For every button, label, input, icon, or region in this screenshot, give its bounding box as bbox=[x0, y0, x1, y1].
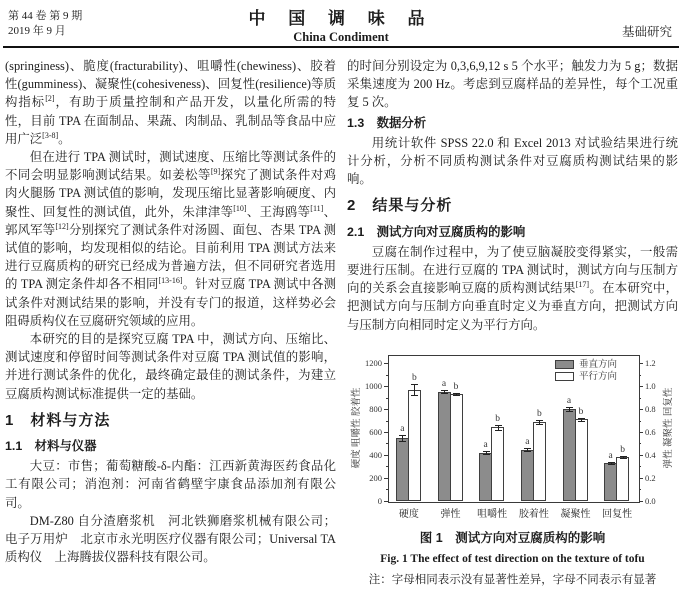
axis-tick-minor bbox=[386, 489, 388, 490]
paragraph: 本研究的目的是探究豆腐 TPA 中，测试方向、压缩比、测试速度和停留时间等测试条件对豆腐 TPA 测试值的影响，并进行测试条件的优化，最终确定最佳的测试条件，为建立豆腐质构测试标准提供一定的基础。 bbox=[5, 332, 336, 401]
axis-tick-major bbox=[384, 501, 388, 502]
citation-ref: [9] bbox=[210, 167, 221, 177]
axis-tick-minor bbox=[639, 375, 641, 376]
error-bar-cap bbox=[441, 393, 448, 394]
legend-swatch bbox=[555, 372, 574, 381]
category-label: 胶着性 bbox=[518, 508, 549, 520]
axis-tick-label: 1200 bbox=[365, 358, 382, 369]
axis-tick-label: 1000 bbox=[365, 381, 382, 392]
axis-tick-label: 0.2 bbox=[645, 472, 656, 483]
significance-letter: b bbox=[578, 406, 584, 417]
axis-tick-major bbox=[384, 455, 388, 456]
legend-label: 垂直方向 bbox=[579, 359, 618, 370]
error-bar-cap bbox=[483, 451, 490, 452]
bar-平行方向-胶着性 bbox=[533, 422, 546, 501]
significance-letter: a bbox=[400, 423, 405, 434]
error-bar-cap bbox=[399, 435, 406, 436]
figure-1 bbox=[347, 347, 678, 590]
citation-ref: [17] bbox=[575, 280, 590, 290]
legend-label: 平行方向 bbox=[579, 371, 618, 382]
paragraph: (springiness)、脆度(fracturability)、咀嚼性(chewiness)、胶着性(gumminess)、凝聚性(cohesiveness)、回复性(resilience)等质构指标[2]，有助于质量控制和产品开发，以量化所需的特性，目前 TPA 在面制品、果蔬、肉制品、乳制品等食品中应用广泛[3-8]。 bbox=[5, 59, 337, 146]
axis-tick-major bbox=[384, 478, 388, 479]
header-rule bbox=[3, 46, 679, 48]
error-bar-cap bbox=[441, 390, 448, 391]
category-label: 弹性 bbox=[440, 508, 461, 520]
axis-tick-minor bbox=[386, 443, 388, 444]
axis-tick-minor bbox=[639, 398, 641, 399]
right-column bbox=[347, 57, 678, 589]
journal-title-cn: 中 国 调 味 品 bbox=[248, 9, 434, 28]
significance-letter: a bbox=[525, 437, 530, 448]
axis-tick-label: 0.0 bbox=[645, 495, 656, 506]
axis-tick-label: 0.6 bbox=[645, 426, 656, 437]
significance-letter: b bbox=[411, 373, 417, 384]
section-heading: 2 结果与分析 bbox=[347, 197, 453, 215]
axis-tick-minor bbox=[639, 443, 641, 444]
citation-ref: [2] bbox=[45, 94, 55, 104]
page-header bbox=[0, 0, 682, 48]
axis-tick-major bbox=[384, 409, 388, 410]
section-heading: 1.3 数据分析 bbox=[347, 115, 427, 130]
significance-letter: b bbox=[453, 381, 459, 392]
axis-tick-minor bbox=[386, 375, 388, 376]
axis-tick-label: 600 bbox=[369, 426, 382, 437]
error-bar bbox=[414, 384, 415, 394]
bar-平行方向-硬度 bbox=[408, 390, 421, 501]
axis-tick-major bbox=[639, 363, 643, 364]
bar-chart bbox=[347, 347, 678, 525]
paragraph: 但在进行 TPA 测试时，测试速度、压缩比等测试条件的不同会明显影响测试结果。如姜松等[9]探究了测试条件对鸡肉火腿肠 TPA 测试值的影响，发现压缩比显著影响硬度、内聚性、回复性的测试值，此外，朱津津等[10]、王海鸥等[11]、郭风军等[12]分别探究了测试条件对汤圆、面包、杏果 TPA 测试值的影响，均发现相似的结论。目前利用 TPA 测试方法来进行豆腐质构的研究已经成为普遍方法，但不同研究者选用的 TPA 测定条件却各不相同[13-16]。针对豆腐 TPA 测试中各测试条件对测试结果的影响，并没有专门的报道，这样势必会阻碍质构仪在豆腐研究领域的应用。 bbox=[5, 150, 337, 328]
error-bar-cap bbox=[453, 393, 460, 394]
axis-tick-label: 0 bbox=[377, 495, 382, 506]
error-bar-cap bbox=[608, 464, 615, 465]
axis-tick-minor bbox=[639, 489, 641, 490]
category-label: 凝聚性 bbox=[560, 508, 591, 520]
error-bar-cap bbox=[495, 430, 502, 431]
journal-title-block bbox=[0, 4, 682, 45]
citation-ref: [11] bbox=[310, 203, 324, 213]
bar-平行方向-咀嚼性 bbox=[491, 427, 504, 501]
left-column bbox=[5, 57, 336, 566]
right-axis-title: 弹性 凝聚性 回复性 bbox=[664, 387, 674, 469]
citation-ref: [13-16] bbox=[158, 276, 183, 286]
paragraph: 大豆：市售；葡萄糖酸-δ-内酯：江西新黄海医药食品化工有限公司；消泡剂：河南省鹤壁宇康食品添加剂有限公司。 bbox=[5, 459, 336, 510]
axis-tick-minor bbox=[386, 466, 388, 467]
section-label: 基础研究 bbox=[621, 25, 672, 39]
chart-legend bbox=[555, 359, 617, 383]
section-heading: 1.1 材料与仪器 bbox=[5, 439, 97, 454]
error-bar-cap bbox=[453, 395, 460, 396]
axis-tick-label: 800 bbox=[369, 404, 382, 415]
paragraph: 豆腐在制作过程中，为了使豆脑凝胶变得紧实，一般需要进行压制。在进行豆腐的 TPA 测试时，测试方向与压制方向的关系会直接影响豆腐的质构测试结果[17]。在本研究中，把测试方向与压制方向垂直时定义为垂直方向，把测试方向与压制方向相同时定义为平行方向。 bbox=[347, 244, 679, 332]
axis-tick-label: 1.0 bbox=[645, 381, 656, 392]
axis-tick-major bbox=[384, 386, 388, 387]
significance-letter: b bbox=[536, 409, 542, 420]
axis-tick-major bbox=[639, 455, 643, 456]
axis-tick-major bbox=[639, 409, 643, 410]
citation-ref: [12] bbox=[55, 221, 69, 231]
figure-caption-en: Fig. 1 The effect of test direction on the texture of tofu bbox=[380, 553, 645, 566]
error-bar-cap bbox=[578, 418, 585, 419]
axis-tick-major bbox=[639, 432, 643, 433]
axis-tick-label: 0.4 bbox=[645, 449, 656, 460]
axis-tick-label: 400 bbox=[369, 449, 382, 460]
axis-tick-major bbox=[639, 501, 643, 502]
error-bar-cap bbox=[495, 425, 502, 426]
left-axis-title: 硬度 咀嚼性 胶着性 bbox=[352, 387, 362, 469]
issue-date: 2019 年 9 月 bbox=[8, 25, 66, 37]
category-label: 硬度 bbox=[398, 508, 419, 520]
category-label: 回复性 bbox=[602, 508, 633, 520]
paragraph: 用统计软件 SPSS 22.0 和 Excel 2013 对试验结果进行统计分析，分析不同质构测试条件对豆腐质构测试结果的影响。 bbox=[347, 135, 678, 187]
error-bar-cap bbox=[411, 384, 418, 385]
figure-caption-cn: 图 1 测试方向对豆腐质构的影响 bbox=[419, 530, 606, 545]
significance-letter: a bbox=[441, 379, 447, 390]
error-bar-cap bbox=[524, 448, 531, 449]
significance-letter: b bbox=[495, 414, 501, 425]
axis-tick-major bbox=[384, 363, 388, 364]
axis-tick-label: 0.8 bbox=[645, 404, 656, 415]
axis-tick-minor bbox=[386, 398, 388, 399]
axis-tick-label: 200 bbox=[369, 472, 382, 483]
citation-ref: [10] bbox=[233, 203, 247, 213]
figure-note: 注：字母相同表示没有显著性差异，字母不同表示有显著 bbox=[368, 574, 657, 587]
significance-letter: a bbox=[608, 450, 613, 461]
error-bar-cap bbox=[411, 395, 418, 396]
error-bar-cap bbox=[399, 441, 406, 442]
axis-tick-minor bbox=[386, 421, 388, 422]
error-bar-cap bbox=[566, 407, 573, 408]
axis-tick-minor bbox=[639, 466, 641, 467]
journal-title-en: China Condiment bbox=[293, 30, 389, 44]
legend-item bbox=[555, 371, 617, 383]
significance-letter: a bbox=[566, 396, 572, 407]
category-label: 咀嚼性 bbox=[477, 508, 508, 520]
bar-平行方向-弹性 bbox=[450, 394, 463, 501]
axis-tick-major bbox=[639, 386, 643, 387]
significance-letter: b bbox=[620, 445, 626, 456]
error-bar-cap bbox=[536, 420, 543, 421]
error-bar-cap bbox=[608, 462, 615, 463]
section-heading: 1 材料与方法 bbox=[5, 411, 111, 429]
axis-tick-major bbox=[384, 432, 388, 433]
bar-平行方向-回复性 bbox=[616, 457, 629, 501]
axis-tick-major bbox=[639, 478, 643, 479]
error-bar-cap bbox=[578, 421, 585, 422]
citation-ref: [3-8] bbox=[42, 130, 59, 140]
error-bar-cap bbox=[524, 451, 531, 452]
axis-tick-label: 1.2 bbox=[645, 358, 656, 369]
error-bar-cap bbox=[483, 454, 490, 455]
axis-tick-minor bbox=[639, 421, 641, 422]
error-bar-cap bbox=[536, 424, 543, 425]
significance-letter: a bbox=[483, 439, 488, 450]
section-heading: 2.1 测试方向对豆腐质构的影响 bbox=[347, 224, 526, 239]
error-bar-cap bbox=[566, 411, 573, 412]
paragraph: 的时间分别设定为 0,3,6,9,12 s 5 个水平；触发力为 5 g；数据采集速度为 200 Hz。考虑到豆腐样品的差异性，每个工况重复 5 次。 bbox=[347, 59, 678, 110]
legend-swatch bbox=[555, 360, 574, 369]
bar-平行方向-凝聚性 bbox=[575, 419, 588, 501]
paragraph: DM-Z80 自分渣磨浆机 河北铁狮磨浆机械有限公司；电子万用炉 北京市永光明医疗仪器有限公司；Universal TA 质构仪 上海腾拔仪器科技有限公司。 bbox=[5, 513, 336, 565]
volume-issue-text: 第 44 卷 第 9 期 bbox=[8, 10, 83, 22]
error-bar-cap bbox=[620, 458, 627, 459]
